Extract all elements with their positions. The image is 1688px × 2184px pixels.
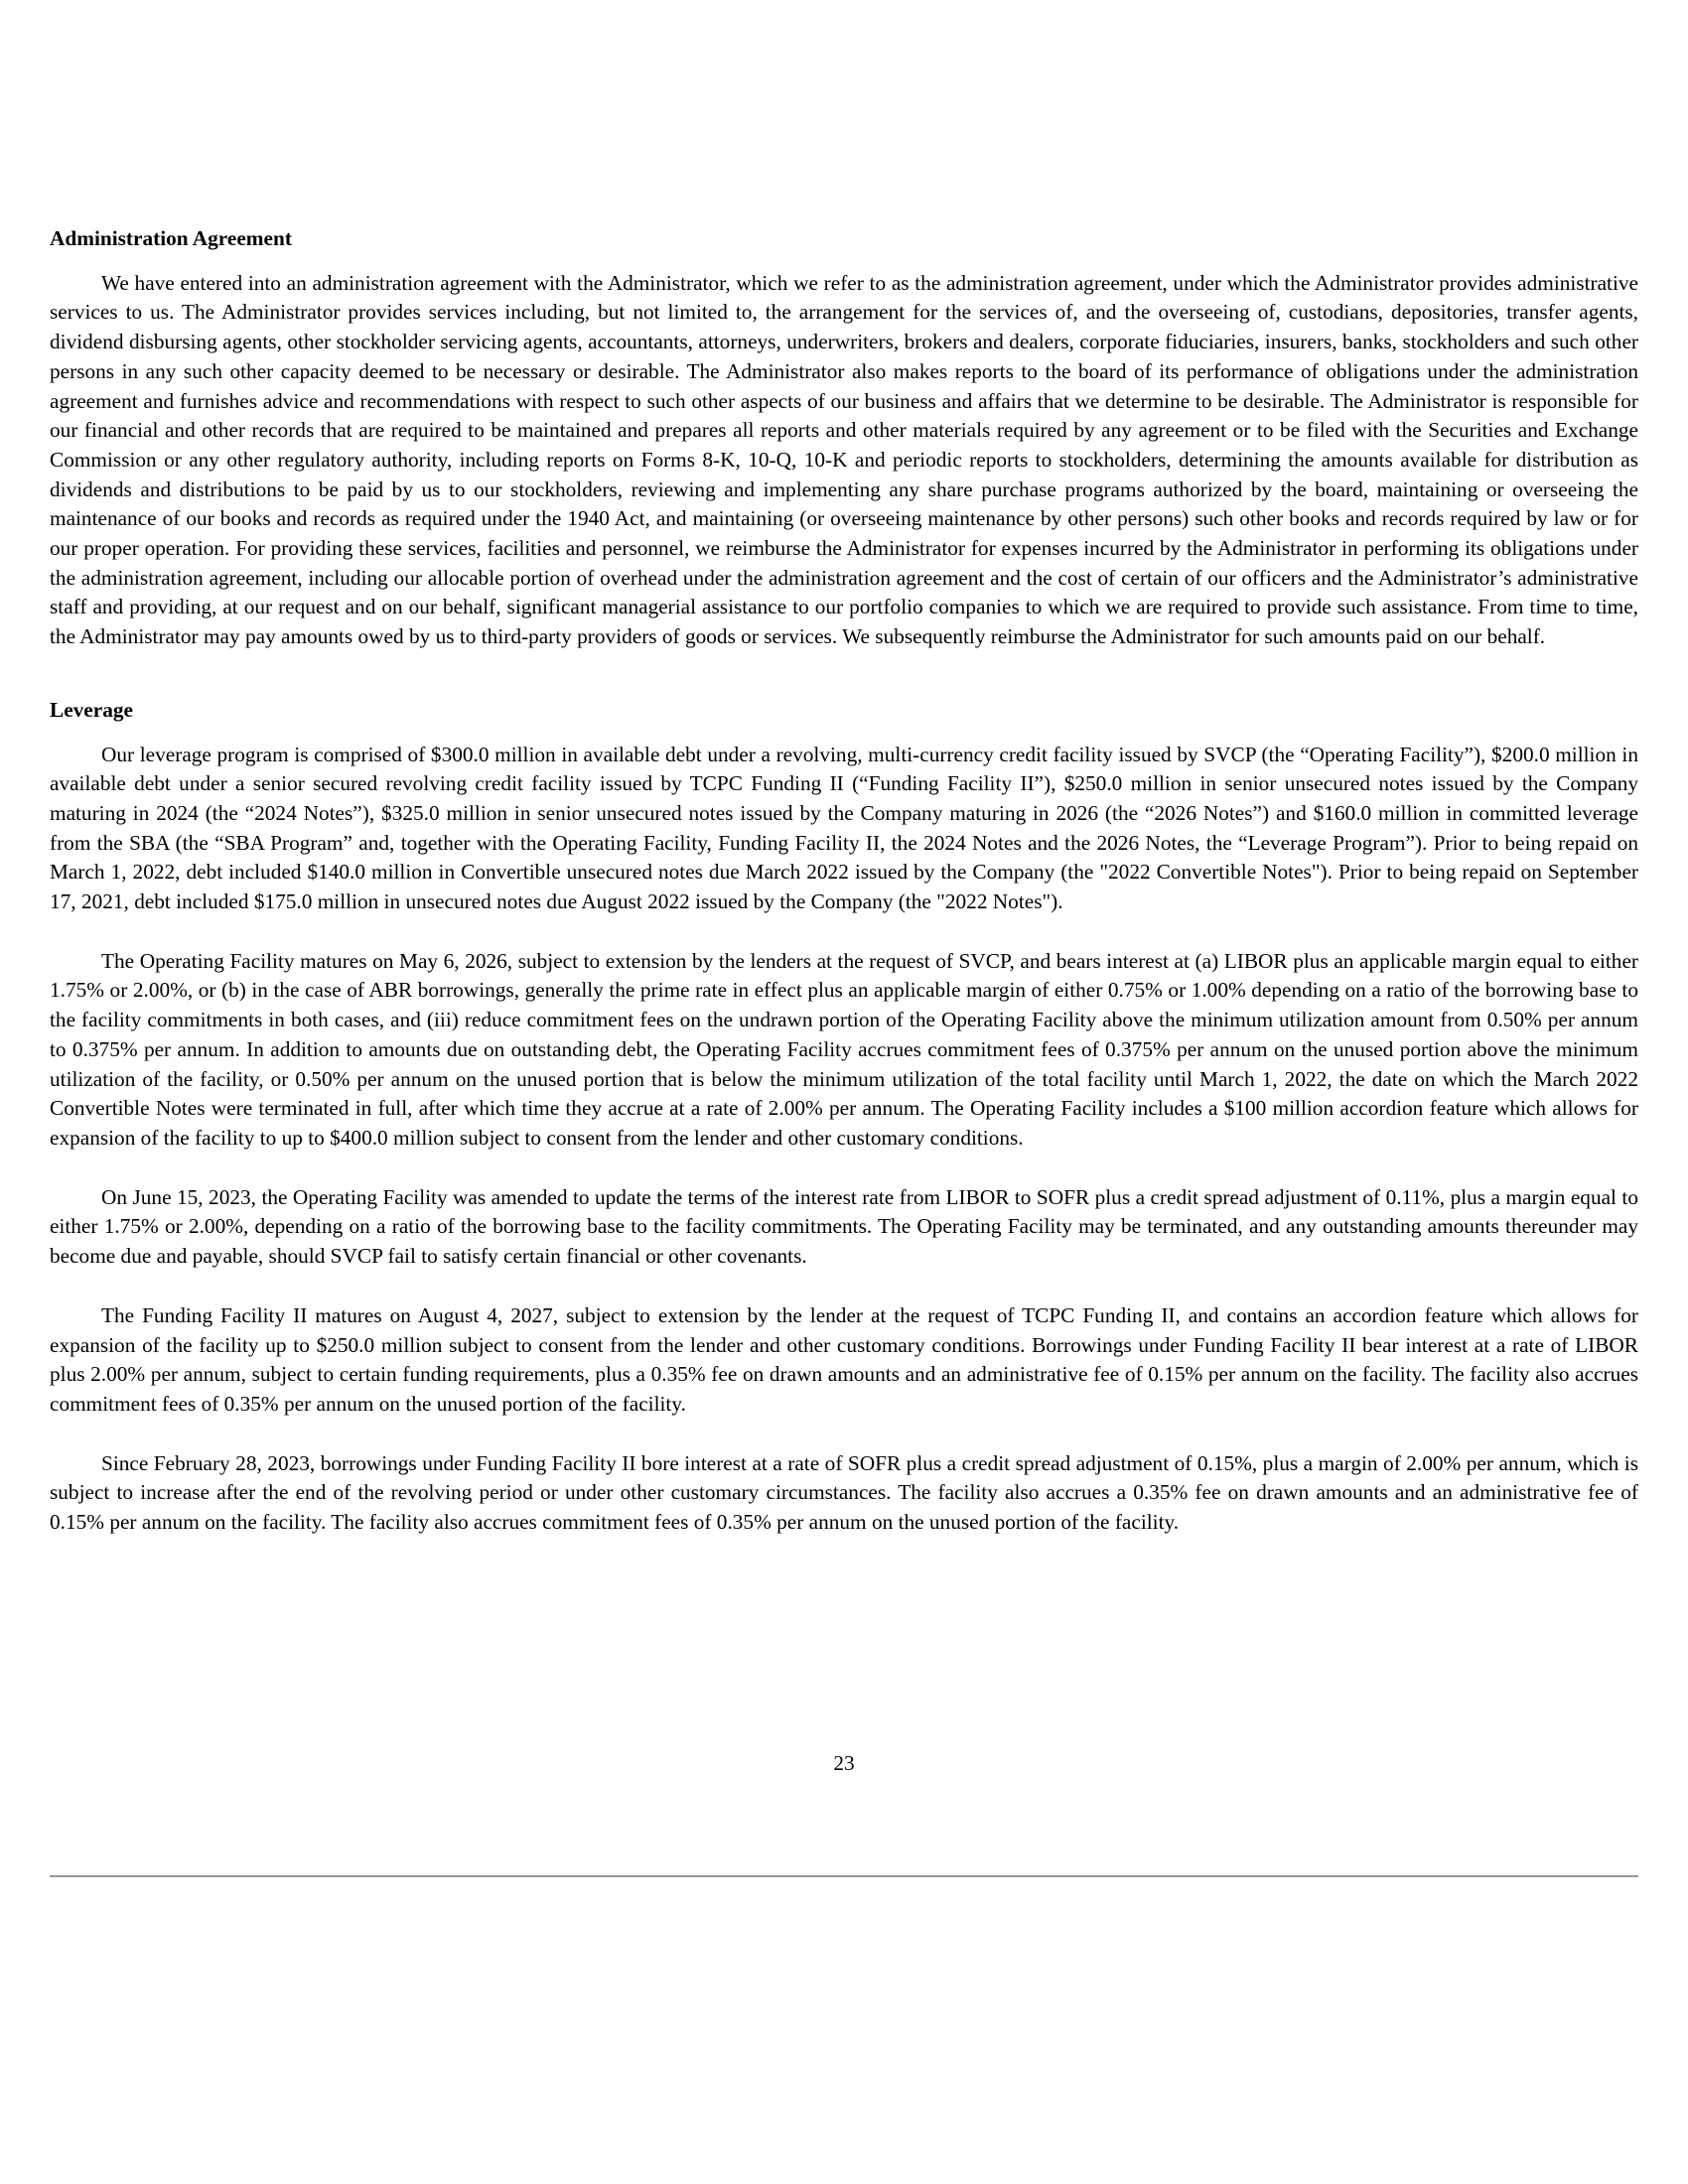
paragraph: The Funding Facility II matures on August 4, 2027, subject to extension by the lender at the request of TCPC Funding II, and contains an accordion feature which allows for expansion of the facility up to $250.0 million subject to consent from the lender and other customary conditions. Borrowings under Funding Facility II bear interest at a rate of LIBOR plus 2.00% per annum, subject to certain funding requirements, plus a 0.35% fee on drawn amounts and an administrative fee of 0.15% per annum on the facility. The facility also accrues commitment fees of 0.35% per annum on the unused portion of the facility. — [50, 1302, 1638, 1416]
section-administration-agreement — [50, 224, 1638, 652]
paragraph-spacer — [50, 917, 1638, 947]
page-divider — [50, 1875, 1638, 1877]
paragraph-spacer — [50, 1420, 1638, 1449]
page-number: 23 — [833, 1751, 855, 1775]
section-heading: Administration Agreement — [50, 226, 292, 250]
paragraph: Our leverage program is comprised of $300.0 million in available debt under a revolving, multi-currency credit facility issued by SVCP (the “Operating Facility”), $200.0 million in available debt under a senior secured revolving credit facility issued by TCPC Funding II (“Funding Facility II”), $250.0 million in senior unsecured notes issued by the Company maturing in 2024 (the “2024 Notes”), $325.0 million in senior unsecured notes issued by the Company maturing in 2026 (the “2026 Notes”) and $160.0 million in committed leverage from the SBA (the “SBA Program” and, together with the Operating Facility, Funding Facility II, the 2024 Notes and the 2026 Notes, the “Leverage Program”). Prior to being repaid on March 1, 2022, debt included $140.0 million in Convertible unsecured notes due March 2022 issued by the Company (the "2022 Convertible Notes"). Prior to being repaid on September 17, 2021, debt included $175.0 million in unsecured notes due August 2022 issued by the Company (the "2022 Notes"). — [50, 742, 1638, 914]
section-leverage — [50, 696, 1638, 1538]
paragraph: We have entered into an administration agreement with the Administrator, which we refer to as the administration agreement, under which the Administrator provides administrative services to us. The Administrator provides services including, but not limited to, the arrangement for the services of, and the overseeing of, custodians, depositories, transfer agents, dividend disbursing agents, other stockholder servicing agents, accountants, attorneys, underwriters, brokers and dealers, corporate fiduciaries, insurers, banks, stockholders and such other persons in any such other capacity deemed to be necessary or desirable. The Administrator also makes reports to the board of its performance of obligations under the administration agreement and furnishes advice and recommendations with respect to such other aspects of our business and affairs that we determine to be desirable. The Administrator is responsible for our financial and other records that are required to be maintained and prepares all reports and other materials required by any agreement or to be filed with the Securities and Exchange Commission or any other regulatory authority, including reports on Forms 8-K, 10-Q, 10-K and periodic reports to stockholders, determining the amounts available for distribution as dividends and distributions to be paid by us to our stockholders, reviewing and implementing any share purchase programs authorized by the board, maintaining or overseeing the maintenance of our books and records as required under the 1940 Act, and maintaining (or overseeing maintenance by other persons) such other books and records required by law or for our proper operation. For providing these services, facilities and personnel, we reimburse the Administrator for expenses incurred by the Administrator in performing its obligations under the administration agreement, including our allocable portion of overhead under the administration agreement and the cost of certain of our officers and the Administrator’s administrative staff and providing, at our request and on our behalf, significant managerial assistance to our portfolio companies to which we are required to provide such assistance. From time to time, the Administrator may pay amounts owed by us to third-party providers of goods or services. We subsequently reimburse the Administrator for such amounts paid on our behalf. — [50, 270, 1638, 649]
document-page — [50, 224, 1638, 1538]
section-spacer — [50, 652, 1638, 696]
paragraph-spacer — [50, 1272, 1638, 1301]
section-heading: Leverage — [50, 697, 133, 722]
paragraph: On June 15, 2023, the Operating Facility was amended to update the terms of the interest rate from LIBOR to SOFR plus a credit spread adjustment of 0.11%, plus a margin equal to either 1.75% or 2.00%, depending on a ratio of the borrowing base to the facility commitments. The Operating Facility may be terminated, and any outstanding amounts thereunder may become due and payable, should SVCP fail to satisfy certain financial or other covenants. — [50, 1184, 1638, 1269]
paragraph: Since February 28, 2023, borrowings under Funding Facility II bore interest at a rate of SOFR plus a credit spread adjustment of 0.15%, plus a margin of 2.00% per annum, which is subject to increase after the end of the revolving period or under other customary circumstances. The facility also accrues a 0.35% fee on drawn amounts and an administrative fee of 0.15% per annum on the facility. The facility also accrues commitment fees of 0.35% per annum on the unused portion of the facility. — [50, 1450, 1638, 1535]
paragraph-spacer — [50, 1154, 1638, 1183]
paragraph: The Operating Facility matures on May 6, 2026, subject to extension by the lenders at the request of SVCP, and bears interest at (a) LIBOR plus an applicable margin equal to either 1.75% or 2.00%, or (b) in the case of ABR borrowings, generally the prime rate in effect plus an applicable margin of either 0.75% or 1.00% depending on a ratio of the borrowing base to the facility commitments in both cases, and (iii) reduce commitment fees on the undrawn portion of the Operating Facility above the minimum utilization amount from 0.50% per annum to 0.375% per annum. In addition to amounts due on outstanding debt, the Operating Facility accrues commitment fees of 0.375% per annum on the unused portion above the minimum utilization of the facility, or 0.50% per annum on the unused portion that is below the minimum utilization of the total facility until March 1, 2022, the date on which the March 2022 Convertible Notes were terminated in full, after which time they accrue at a rate of 2.00% per annum. The Operating Facility includes a $100 million accordion feature which allows for expansion of the facility to up to $400.0 million subject to consent from the lender and other customary conditions. — [50, 948, 1638, 1150]
